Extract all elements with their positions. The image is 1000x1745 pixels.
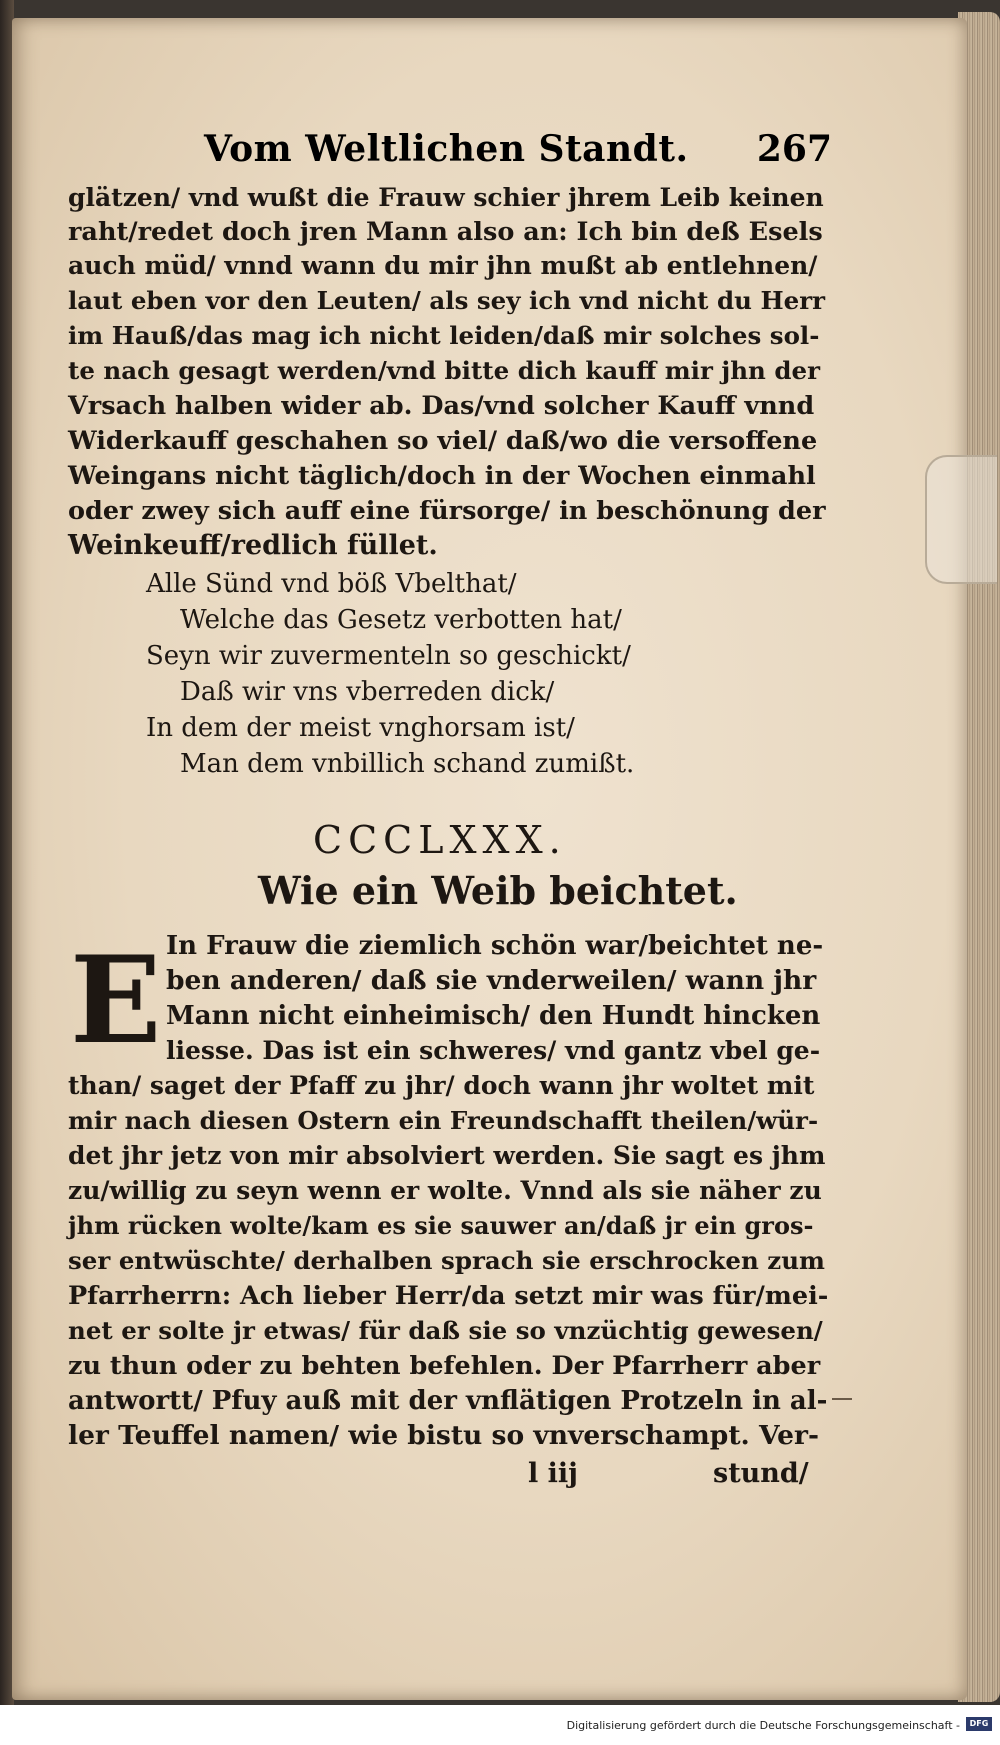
dfg-logo: DFG [966,1717,992,1731]
body-line: Vrsach halben wider ab. Das/vnd solcher Kauff vnnd [68,391,815,421]
chapter-line: Pfarrherrn: Ach lieber Herr/da setzt mir was für/mei- [68,1281,829,1311]
body-line: im Hauß/das mag ich nicht leiden/daß mir solches sol- [68,321,820,350]
chapter-line: zu/willig zu seyn wenn er wolte. Vnnd als sie näher zu [68,1176,822,1205]
running-head: Vom Weltlichen Standt. [204,128,689,170]
chapter-line: jhm rücken wolte/kam es sie sauwer an/daß jr ein gros- [68,1211,814,1240]
body-line: Widerkauff geschahen so viel/ daß/wo die versoffene [68,426,818,456]
body-line: glätzen/ vnd wußt die Frauw schier jhrem Leib keinen [68,183,824,212]
body-line: Weinkeuff/redlich füllet. [68,530,438,561]
body-line: Weingans nicht täglich/doch in der Wochen einmahl [68,461,816,491]
footer-bar [0,1705,1000,1745]
body-line: te nach gesagt werden/vnd bitte dich kauff mir jhn der [68,356,821,385]
signature-mark: l iij [528,1458,578,1489]
chapter-line: zu thun oder zu behten befehlen. Der Pfarrherr aber [68,1351,821,1381]
book-page [12,18,967,1700]
chapter-line: ben anderen/ daß sie vnderweilen/ wann jhr [166,965,817,996]
page-number: 267 [756,128,832,170]
chapter-line: ler Teuffel namen/ wie bistu so vnverschampt. Ver- [68,1420,819,1451]
verse-line: In dem der meist vnghorsam ist/ [146,713,575,743]
chapter-line: liesse. Das ist ein schweres/ vnd gantz vbel ge- [166,1036,821,1065]
chapter-line: In Frauw die ziemlich schön war/beichtet ne- [166,931,824,961]
catchword: stund/ [713,1458,809,1489]
verse-line: Daß wir vns vberreden dick/ [180,677,555,707]
verse-line: Welche das Gesetz verbotten hat/ [180,605,622,635]
decorated-initial: E [70,930,162,1071]
chapter-line: ser entwüschte/ derhalben sprach sie erschrocken zum [68,1246,825,1275]
body-line: auch müd/ vnnd wann du mir jhn mußt ab entlehnen/ [68,251,818,280]
verse-line: Alle Sünd vnd böß Vbelthat/ [146,569,517,599]
margin-mark [832,1398,852,1400]
chapter-line: Mann nicht einheimisch/ den Hundt hincken [166,1001,821,1031]
body-line: oder zwey sich auff eine fürsorge/ in beschönung der [68,496,826,526]
funding-credit: Digitalisierung gefördert durch die Deutsche Forschungsgemeinschaft - [566,1719,960,1732]
body-line: raht/redet doch jren Mann also an: Ich bin deß Esels [68,217,823,247]
verse-line: Seyn wir zuvermenteln so geschickt/ [146,641,631,671]
page-header [132,128,832,178]
chapter-line: antwortt/ Pfuy auß mit der vnflätigen Protzeln in al- [68,1386,828,1416]
chapter-line: net er solte jr etwas/ für daß sie so vnzüchtig gewesen/ [68,1316,823,1345]
chapter-line: than/ saget der Pfaff zu jhr/ doch wann jhr woltet mit [68,1071,815,1100]
chapter-title: Wie ein Weib beichtet. [258,868,738,913]
chapter-number: CCCLXXX. [313,818,567,862]
verse-line: Man dem vnbillich schand zumißt. [180,749,635,779]
chapter-line: det jhr jetz von mir absolviert werden. Sie sagt es jhm [68,1141,826,1170]
page-clip [925,455,997,584]
body-line: laut eben vor den Leuten/ als sey ich vnd nicht du Herr [68,286,826,315]
chapter-line: mir nach diesen Ostern ein Freundschafft theilen/wür- [68,1106,819,1135]
